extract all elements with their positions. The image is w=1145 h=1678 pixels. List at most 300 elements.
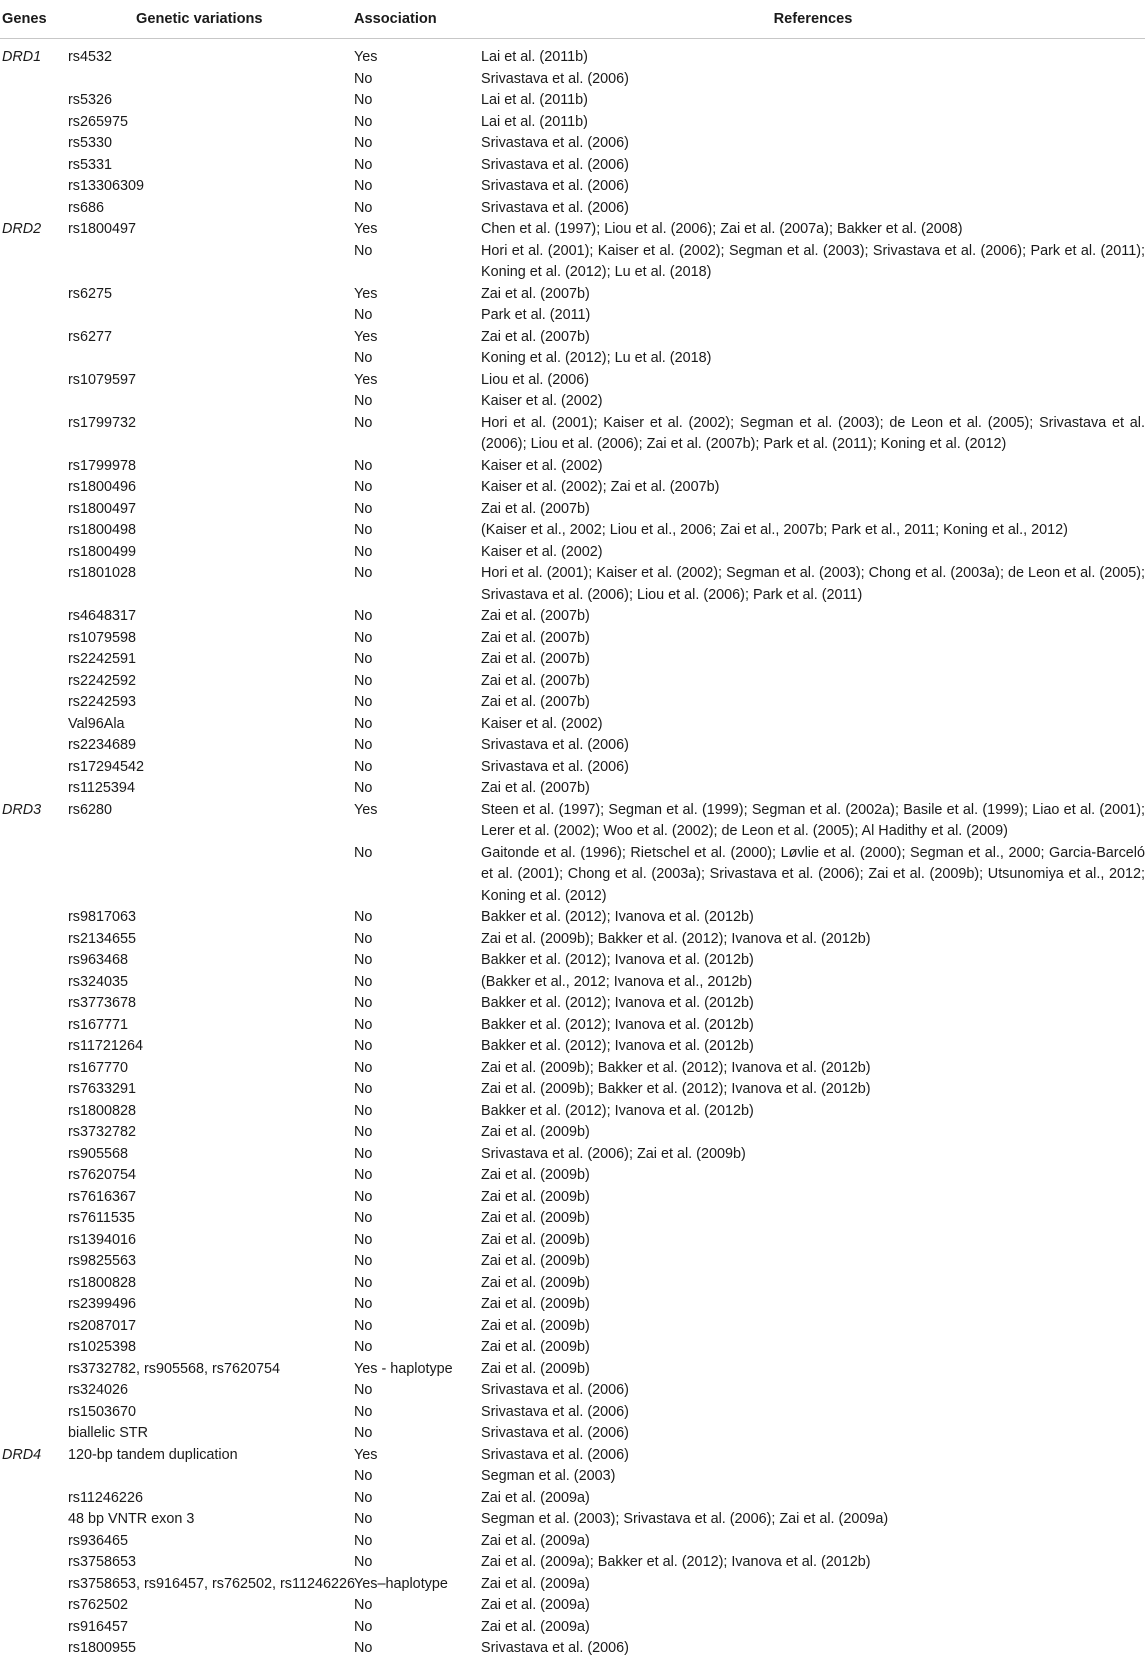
table-row [0,1423,1145,1445]
variation-cell: rs963468 [68,952,129,968]
variation-cell: rs2234689 [68,737,137,753]
table-row [0,1359,1145,1381]
association-cell: Yes [354,1446,378,1463]
association-cell: Yes - haplotype [354,1360,453,1377]
gene-cell [0,778,68,800]
table-row [0,1251,1145,1273]
association-cell: Yes [354,285,378,302]
association-cell: Yes [354,328,378,345]
table-row [0,155,1145,177]
variation-cell: rs11721264 [68,1038,143,1054]
association-cell: No [354,70,373,87]
variation-cell: rs1394016 [68,1231,137,1248]
variation-cell: rs762502 [68,1597,129,1613]
variation-cell: rs13306309 [68,178,145,194]
references-cell: (Kaiser et al., 2002; Liou et al., 2006; Zai et al., 2007b; Park et al., 2011; Koning et al., 2012) [481,522,1068,538]
association-cell: No [354,1124,373,1140]
gene-cell [0,1079,68,1101]
references-cell: Zai et al. (2009b) [481,1210,590,1226]
references-cell: Srivastava et al. (2006) [481,199,629,216]
variation-cell: rs6277 [68,328,113,345]
gene-cell [0,284,68,306]
association-cell: No [354,1231,373,1248]
table-row [0,1316,1145,1338]
association-cell: No [354,178,373,194]
variation-cell: rs167771 [68,1016,129,1033]
references-cell: Zai et al. (2009a) [481,1532,590,1549]
variation-cell: rs5330 [68,135,113,151]
header-row [0,0,1145,39]
gene-cell: DRD2 [2,221,42,237]
variation-cell: rs3758653, rs916457, rs762502, rs11246226 [68,1575,355,1592]
variation-cell: rs2242593 [68,694,137,710]
association-cell: No [354,479,373,495]
gene-cell [0,1251,68,1273]
variation-cell: rs3773678 [68,995,137,1011]
table-row [0,800,1145,843]
variation-cell: rs1799732 [68,414,137,431]
association-cell: No [354,1102,373,1119]
table-row [0,1079,1145,1101]
variation-cell: rs1800497 [68,500,137,517]
gene-cell [0,1337,68,1359]
association-cell: No [354,737,373,753]
association-cell: No [354,780,373,796]
association-cell: No [354,651,373,667]
table-row [0,499,1145,521]
table-row [0,1617,1145,1639]
table-row [0,39,1145,69]
variation-cell [68,305,354,327]
table-row [0,370,1145,392]
gene-cell [0,843,68,908]
references-cell: Kaiser et al. (2002) [481,543,603,560]
references-cell: Kaiser et al. (2002) [481,715,603,732]
table-row [0,757,1145,779]
gene-cell [0,176,68,198]
references-cell: Segman et al. (2003); Srivastava et al. (2006); Zai et al. (2009a) [481,1511,889,1527]
association-cell: No [354,1317,373,1334]
association-cell: No [354,199,373,216]
association-cell: No [354,1038,373,1054]
table-row [0,628,1145,650]
gene-cell [0,542,68,564]
table-row [0,391,1145,413]
variation-cell [68,241,354,284]
association-cell: No [354,500,373,517]
gene-cell [0,90,68,112]
table-row [0,1294,1145,1316]
table-row [0,219,1145,241]
gene-cell [0,1359,68,1381]
association-cell: No [354,1296,373,1312]
gene-cell [0,133,68,155]
header-association: Association [354,0,481,39]
table-row [0,69,1145,91]
variation-cell: rs265975 [68,113,129,130]
table-row [0,929,1145,951]
gene-cell: DRD1 [2,49,42,65]
association-cell: No [354,1489,373,1506]
association-cell: No [354,1253,373,1269]
gene-cell [0,370,68,392]
association-cell: No [354,1468,373,1484]
table-row [0,1187,1145,1209]
variation-cell: biallelic STR [68,1425,148,1441]
references-cell: Segman et al. (2003) [481,1468,616,1484]
variation-cell [68,1466,354,1488]
gene-cell [0,692,68,714]
association-cell: No [354,1532,373,1549]
gene-cell [0,735,68,757]
gene-cell [0,1402,68,1424]
references-cell: Koning et al. (2012); Lu et al. (2018) [481,350,712,366]
association-cell: No [354,242,373,259]
table-row [0,413,1145,456]
references-cell: Chen et al. (1997); Liou et al. (2006); Zai et al. (2007a); Bakker et al. (2008) [481,221,963,237]
gene-cell [0,112,68,134]
gene-cell [0,950,68,972]
association-cell: No [354,909,373,925]
references-cell: Srivastava et al. (2006); Zai et al. (2009b) [481,1145,746,1162]
references-cell: Bakker et al. (2012); Ivanova et al. (2012b) [481,1102,754,1119]
association-cell: No [354,1511,373,1527]
table-row [0,477,1145,499]
variation-cell: rs1799978 [68,457,137,474]
references-cell: Park et al. (2011) [481,307,591,323]
references-cell: Steen et al. (1997); Segman et al. (1999); Segman et al. (2002a); Basile et al. (1999); Liao et al. (2001); Lerer et al. (2002); Woo et al. (2002); de Leon et al. (2005); Al Hadithy et al. (2009) [481,801,1145,839]
gene-cell [0,1294,68,1316]
variation-cell: rs1800499 [68,543,137,560]
references-cell: Srivastava et al. (2006) [481,135,629,151]
table-row [0,692,1145,714]
variation-cell: rs2399496 [68,1296,137,1312]
variation-cell: rs167770 [68,1059,129,1076]
variation-cell: rs1800828 [68,1274,137,1291]
table-row [0,907,1145,929]
references-cell: Hori et al. (2001); Kaiser et al. (2002); Segman et al. (2003); Chong et al. (2003a); de Leon et al. (2005); Srivastava et al. (2006); Liou et al. (2006); Park et al. (2011) [481,565,1145,603]
association-cell: No [354,995,373,1011]
variation-cell: rs11246226 [68,1489,143,1506]
table-row [0,90,1145,112]
references-cell: Bakker et al. (2012); Ivanova et al. (2012b) [481,995,754,1011]
header-genetic-variations: Genetic variations [68,0,354,39]
table-row [0,950,1145,972]
gene-cell [0,1036,68,1058]
references-cell: Srivastava et al. (2006) [481,178,629,194]
table-row [0,649,1145,671]
references-cell: Lai et al. (2011b) [481,92,588,108]
references-cell: Zai et al. (2009b) [481,1360,590,1377]
table-row [0,606,1145,628]
association-cell: No [354,1597,373,1613]
gene-cell [0,1316,68,1338]
association-cell: No [354,1640,373,1656]
table-row [0,1595,1145,1617]
table-row [0,1101,1145,1123]
variation-cell: rs1503670 [68,1403,137,1420]
references-cell: Zai et al. (2009b) [481,1253,590,1269]
variation-cell: rs1800497 [68,221,137,237]
table-row [0,1638,1145,1660]
references-cell: Zai et al. (2007b) [481,629,590,646]
references-cell: Bakker et al. (2012); Ivanova et al. (2012b) [481,1038,754,1054]
association-cell: No [354,1016,373,1033]
table-body [0,39,1145,1660]
table-row [0,1445,1145,1467]
table-row [0,1531,1145,1553]
variation-cell: rs9825563 [68,1253,137,1269]
association-cell: No [354,1167,373,1183]
gene-cell [0,1509,68,1531]
gene-cell: DRD4 [2,1446,42,1463]
variation-cell: rs1800828 [68,1102,137,1119]
variation-cell [68,843,354,908]
variation-cell: rs3732782, rs905568, rs7620754 [68,1360,281,1377]
table-row [0,1230,1145,1252]
variation-cell: rs3758653 [68,1554,137,1570]
references-cell: Kaiser et al. (2002) [481,393,603,409]
gene-cell [0,1144,68,1166]
variation-cell: rs1025398 [68,1339,137,1355]
variation-cell: rs7611535 [68,1210,135,1226]
table-row [0,1574,1145,1596]
association-cell: No [354,1274,373,1291]
references-cell: Zai et al. (2009a) [481,1575,590,1592]
association-cell: No [354,565,373,581]
variation-cell: rs9817063 [68,909,137,925]
association-cell: No [354,1554,373,1570]
association-cell: Yes [354,49,378,65]
variation-cell: rs324035 [68,973,129,990]
association-cell: No [354,672,373,689]
gene-cell [0,993,68,1015]
gene-cell [0,241,68,284]
table-row [0,843,1145,908]
table-row [0,1015,1145,1037]
gene-cell [0,391,68,413]
association-cell: No [354,1339,373,1355]
variation-cell: 120-bp tandem duplication [68,1446,238,1463]
table-row [0,1509,1145,1531]
gene-cell [0,929,68,951]
variation-cell: rs1800955 [68,1640,137,1656]
references-cell: Zai et al. (2007b) [481,608,590,624]
gene-cell [0,563,68,606]
variation-cell: rs1125394 [68,780,135,796]
gene-cell [0,1574,68,1596]
table-row [0,112,1145,134]
gene-cell [0,649,68,671]
table-row [0,1273,1145,1295]
references-cell: Srivastava et al. (2006) [481,1425,629,1441]
table-row [0,241,1145,284]
association-cell: No [354,92,373,108]
gene-cell [0,1122,68,1144]
table-row [0,714,1145,736]
references-cell: Zai et al. (2009b); Bakker et al. (2012); Ivanova et al. (2012b) [481,1081,871,1097]
references-cell: Liou et al. (2006) [481,371,590,388]
gene-cell [0,1165,68,1187]
variation-cell: rs1800496 [68,479,137,495]
references-cell: Lai et al. (2011b) [481,113,588,130]
variation-cell: rs1079598 [68,629,137,646]
variation-cell: rs686 [68,199,104,216]
variation-cell: rs936465 [68,1532,129,1549]
references-cell: Srivastava et al. (2006) [481,1403,629,1420]
association-cell: No [354,522,373,538]
gene-cell [0,972,68,994]
table-row [0,348,1145,370]
references-cell: Srivastava et al. (2006) [481,1446,629,1463]
association-cell: Yes [354,801,378,818]
table-row [0,1122,1145,1144]
table-row [0,993,1145,1015]
gene-cell [0,606,68,628]
gene-cell [0,1273,68,1295]
variation-cell: rs6280 [68,801,113,818]
association-cell: No [354,758,373,775]
association-cell: Yes–haplotype [354,1575,448,1592]
association-cell: No [354,1618,373,1635]
references-cell: Zai et al. (2009a) [481,1618,590,1635]
variation-cell: rs324026 [68,1382,129,1398]
table-row [0,176,1145,198]
association-cell: No [354,1382,373,1398]
association-cell: No [354,973,373,990]
references-cell: Srivastava et al. (2006) [481,1640,629,1656]
references-cell: Zai et al. (2009b) [481,1296,590,1312]
association-cell: No [354,307,373,323]
table-row [0,456,1145,478]
gene-cell [0,1380,68,1402]
table-row [0,563,1145,606]
references-cell: Zai et al. (2007b) [481,694,590,710]
gene-cell [0,628,68,650]
association-cell: Yes [354,221,378,237]
table-row [0,520,1145,542]
references-cell: Srivastava et al. (2006) [481,70,629,87]
gene-cell [0,477,68,499]
association-cell: No [354,156,373,173]
references-cell: Gaitonde et al. (1996); Rietschel et al. (2000); Løvlie et al. (2000); Segman et al., 2000; Garcia-Barceló et al. (2001); Chong et al. (2003a); Srivastava et al. (2006); Zai et al. (2009b); Utsunomiya et al., 2012; Koning et al. (2012) [481,844,1145,904]
table-row [0,735,1145,757]
gene-cell [0,1638,68,1660]
association-cell: No [354,715,373,732]
association-cell: No [354,457,373,474]
variation-cell: Val96Ala [68,715,125,732]
references-cell: (Bakker et al., 2012; Ivanova et al., 2012b) [481,973,753,990]
variation-cell: rs905568 [68,1145,129,1162]
table-row [0,1165,1145,1187]
references-cell: Zai et al. (2007b) [481,328,590,345]
references-cell: Zai et al. (2009b) [481,1188,590,1205]
gene-cell [0,757,68,779]
gene-cell [0,348,68,370]
references-cell: Kaiser et al. (2002) [481,457,603,474]
association-cell: No [354,694,373,710]
variation-cell: rs5331 [68,156,113,173]
table-row [0,305,1145,327]
table-row [0,1552,1145,1574]
gene-cell [0,305,68,327]
variation-cell: rs4532 [68,49,113,65]
references-cell: Lai et al. (2011b) [481,49,588,65]
gene-cell [0,456,68,478]
references-cell: Srivastava et al. (2006) [481,758,629,775]
association-cell: No [354,414,373,431]
references-cell: Zai et al. (2009b) [481,1339,590,1355]
variation-cell: 48 bp VNTR exon 3 [68,1511,195,1527]
variation-cell: rs3732782 [68,1124,137,1140]
variation-cell: rs7633291 [68,1081,137,1097]
variation-cell: rs2087017 [68,1317,137,1334]
association-cell: No [354,1425,373,1441]
table-row [0,1466,1145,1488]
table-header [0,0,1145,39]
references-cell: Zai et al. (2007b) [481,285,590,302]
gene-cell [0,1208,68,1230]
references-cell: Hori et al. (2001); Kaiser et al. (2002); Segman et al. (2003); de Leon et al. (2005); Srivastava et al. (2006); Liou et al. (2006); Zai et al. (2007b); Park et al. (2011); Koning et al. (2012) [481,414,1145,452]
association-cell: No [354,1145,373,1162]
association-cell: No [354,1188,373,1205]
association-cell: No [354,1403,373,1420]
variation-cell: rs1801028 [68,565,137,581]
table-row [0,1380,1145,1402]
table-row [0,198,1145,220]
variation-cell: rs4648317 [68,608,137,624]
variation-cell: rs6275 [68,285,113,302]
header-genes: Genes [0,0,68,39]
association-cell: No [354,952,373,968]
association-cell: No [354,1210,373,1226]
references-cell: Bakker et al. (2012); Ivanova et al. (2012b) [481,909,754,925]
table-row [0,1208,1145,1230]
table-row [0,1488,1145,1510]
association-cell: No [354,543,373,560]
association-cell: No [354,608,373,624]
gene-cell: DRD3 [2,801,42,818]
association-cell: No [354,1081,373,1097]
gene-cell [0,499,68,521]
references-cell: Zai et al. (2007b) [481,672,590,689]
references-cell: Srivastava et al. (2006) [481,1382,629,1398]
table-row [0,1144,1145,1166]
gene-cell [0,327,68,349]
table-row [0,542,1145,564]
variation-cell: rs2242591 [68,651,137,667]
association-cell: No [354,1059,373,1076]
association-cell: No [354,629,373,646]
references-cell: Zai et al. (2009a) [481,1489,590,1506]
references-cell: Zai et al. (2009b) [481,1231,590,1248]
references-cell: Zai et al. (2007b) [481,780,590,796]
association-cell: No [354,350,373,366]
gene-cell [0,1058,68,1080]
gene-cell [0,1531,68,1553]
variation-cell [68,69,354,91]
variation-cell: rs17294542 [68,758,145,775]
table-row [0,133,1145,155]
gene-cell [0,907,68,929]
variation-cell: rs7616367 [68,1188,137,1205]
references-cell: Zai et al. (2009b); Bakker et al. (2012); Ivanova et al. (2012b) [481,930,871,947]
gene-cell [0,714,68,736]
references-cell: Kaiser et al. (2002); Zai et al. (2007b) [481,479,720,495]
gene-cell [0,1101,68,1123]
table-row [0,1036,1145,1058]
variation-cell: rs7620754 [68,1167,137,1183]
